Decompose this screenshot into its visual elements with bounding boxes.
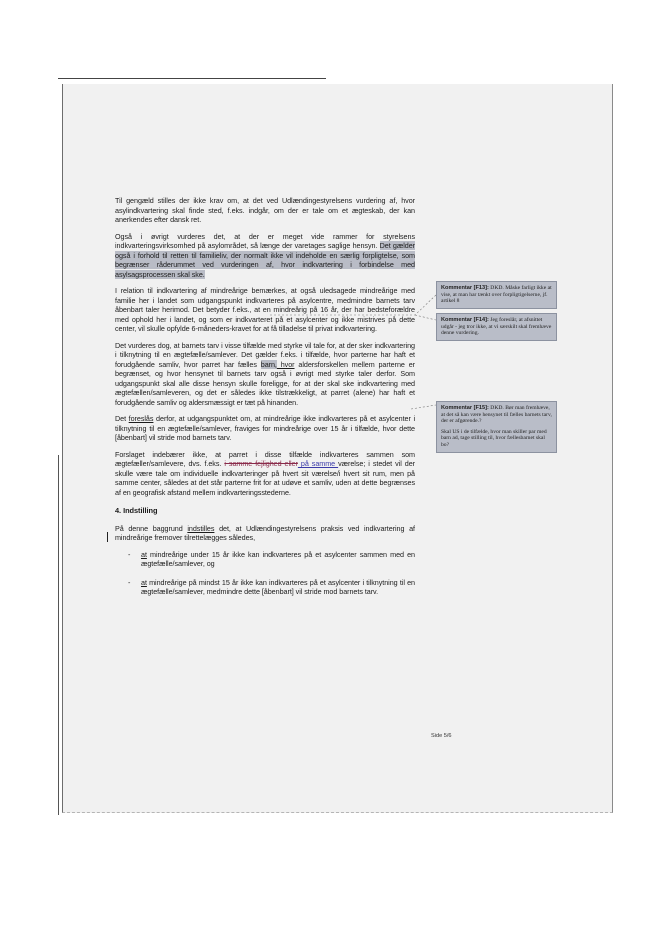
paragraph-6-text: Forslaget indebærer ikke, at parret i disse tilfælde indkvarteres sammen som ægtefæller/samlevere, dvs. f.eks. — [115, 449, 415, 468]
leader-f14 — [415, 315, 436, 320]
highlighted-text-f13[interactable]: Det gælder også i forhold til retten til familieliv, der normalt ikke vil indeholde en særlig forpligtelse, som begrænser råderummet ved vurderingen af, hvor indkvartering i forbindelse med asylsagsprocessen skal ske. — [115, 241, 415, 279]
bullet-1-lead: at — [141, 549, 147, 559]
comment-f14-label: Kommentar [F14]: — [441, 317, 489, 323]
tracked-insertion: på samme — [297, 459, 339, 468]
highlighted-text-f15[interactable]: barn, — [260, 359, 277, 369]
comment-f14-body — [441, 317, 552, 337]
paragraph-7-text: På denne baggrund — [115, 523, 188, 533]
paragraph-7-underlined: indstilles — [187, 523, 215, 533]
page-number: Side 5/6 — [431, 733, 452, 739]
paragraph-5 — [115, 414, 415, 443]
document-body — [115, 196, 415, 606]
comment-f14[interactable] — [436, 313, 557, 341]
comment-f13-text: DKD. Måske farligt ikke at vise, at man har tænkt over forpligtigelserne, jf. artikel 8 — [441, 285, 552, 305]
section-heading: 4. Indstilling — [115, 506, 158, 515]
paragraph-6 — [115, 450, 415, 498]
paragraph-2-text: Også i øvrigt vurderes det, at der er meget vide rammer for styrelsens indkvarteringsvirksomhed på asylområdet, så længe der varetages saglige hensyn. — [115, 231, 415, 250]
bullet-item-2 — [115, 578, 415, 597]
bullet-dash-1: - — [128, 549, 131, 559]
paragraph-3: I relation til indkvartering af mindreårige bemærkes, at også uledsagede mindreårige med familie her i landet som udgangspunkt indkvarteres på asylcentre, medmindre barnets tarv åbenbart taler herimod. Det betyder f.eks., at en mindreårig på 16 år, der har bedsteforældre med ophold her i landet, og som er indkvarteret på et asylcenter og ikke mistrives på dette center, vil skulle opfylde 6-måneders-kravet for at få tilladelse til privat indkvartering. — [115, 286, 415, 333]
bullet-item-1 — [115, 550, 415, 569]
comment-f15-text: DKD. Bør man fremhæve, at det så kan være hensynet til fælles barnets tarv, der er afgørende.? — [441, 405, 552, 425]
paragraph-1: Til gengæld stilles der ikke krav om, at det ved Udlændingestyrelsens vurdering af, hvor asylindkvartering skal finde sted, f.eks. indgår, om der er tale om et ægteskab, der kan anerkendes efter dansk ret. — [115, 196, 415, 224]
text-cursor — [107, 532, 108, 542]
bullet-dash-2: - — [128, 577, 131, 587]
comment-f15-label: Kommentar [F15]: — [441, 405, 489, 411]
comment-f13-label: Kommentar [F13]: — [441, 285, 489, 291]
comment-f15-body — [441, 405, 552, 425]
bullet-2-text: mindreårige på mindst 15 år ikke kan indkvarteres på et asylcenter i tilknytning til en ægtefælle/samlever, medmindre dette [åbenbart] vil stride mod barnets tarv. — [141, 577, 415, 596]
paragraph-2 — [115, 232, 415, 280]
paragraph-5-rest: derfor, at udgangspunktet om, at mindreårige ikke indkvarteres på et asylcenter i tilknytning til en ægtefælle/samlever, fraviges for mindreårige over 15 år i tilfælde, hvor dette [åbenbart] vil stride mod barnets tarv. — [115, 414, 416, 442]
bullet-2-lead: at — [141, 577, 147, 587]
paragraph-6-rest: værelse; i stedet vil der skulle være tale om individuelle indkvarteringer på hvert sit værelse/i hvert sit rum, men på samme center, således at det står parterne frit for at udøve et samliv, uden at dette begrænses af en geografisk afstand mellem indkvarteringsstederne. — [115, 459, 416, 497]
comment-f15-text-2: Skal US i de tilfælde, hvor man skiller par med barn ad, tage stilling til, hvor fællesbarnet skal bo? — [441, 428, 547, 448]
paragraph-7-rest: det, at Udlændingestyrelsens praksis ved indkvartering af mindreårige fremover tilrettelægges således, — [115, 523, 415, 542]
bullet-1-text: mindreårige under 15 år ikke kan indkvarteres på et asylcenter sammen med en ægtefælle/samlever, og — [141, 549, 415, 568]
comment-f13[interactable] — [436, 281, 557, 309]
comment-f14-text: Jeg foreslår, at afsnittet udgår - jeg tror ikke, at vi særskilt skal fremhæve denne vurdering. — [441, 317, 552, 337]
paragraph-7 — [115, 524, 415, 543]
paragraph-5-underlined: foreslås — [128, 414, 154, 423]
paragraph-4 — [115, 341, 415, 408]
paragraph-4-rest: aldersforskellen mellem parterne er begrænset, og hvor hensynet til barnets tarv også i øvrigt med styrke taler derfor. Som udgangspunkt skal alle disse hensyn skulle foreligge, for at der skal ske indkvartering med ægtefællen/samleveren, og det er således ikke tilstrækkeligt, at parret (alene) har haft et forudgående samliv og aldersmæssigt er tæt på hinanden. — [115, 359, 415, 407]
paragraph-5-text: Det — [115, 414, 129, 423]
paragraph-4-underlined: hvor — [276, 359, 295, 369]
comment-f13-body — [441, 285, 552, 305]
tracked-deletion: i samme fejlighed eller — [224, 459, 298, 468]
paragraph-4-text: Det vurderes dog, at barnets tarv i visse tilfælde med styrke vil tale for, at der sker indkvartering i tilknytning til en ægtefælle/samlever. Det gælder f.eks. i tilfælde, hvor parterne har haft et forudgående samliv, hvor parret har fælles — [115, 340, 415, 369]
comment-f15[interactable] — [436, 401, 557, 453]
